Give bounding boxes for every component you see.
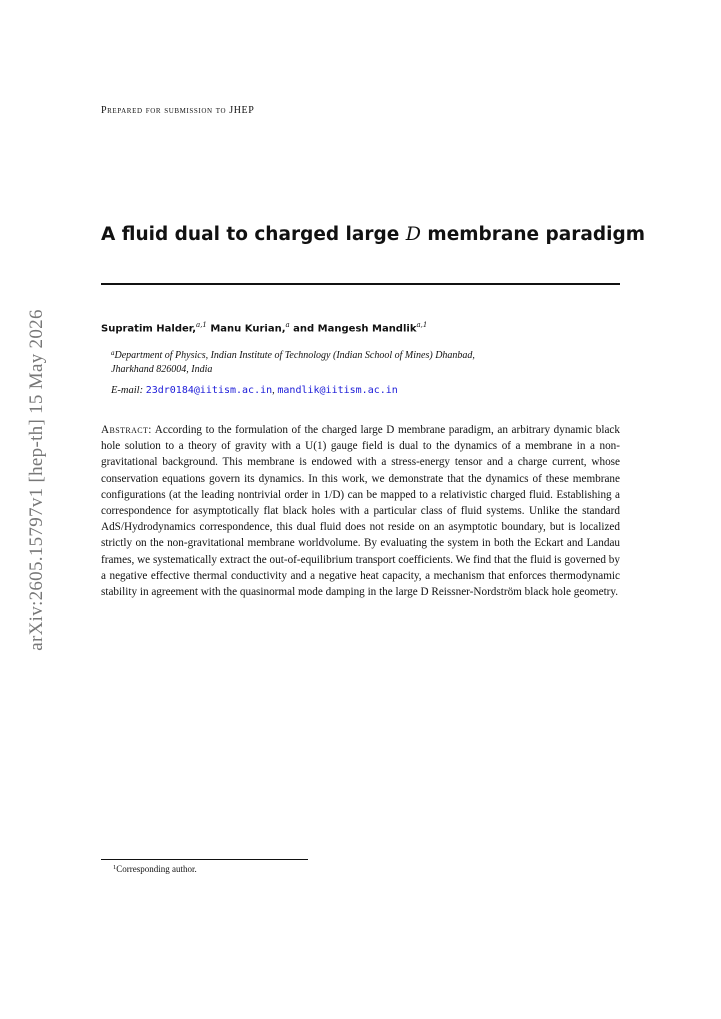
paper-title: [101, 223, 645, 245]
affiliation-mark: a: [111, 349, 115, 357]
email-label: E-mail:: [111, 385, 144, 396]
author-name: Supratim Halder,: [101, 323, 197, 335]
email-line: [111, 385, 398, 396]
title-part-1: A fluid dual to charged large: [101, 224, 406, 245]
author-name: and Mangesh Mandlik: [293, 323, 417, 335]
footnote: [113, 864, 197, 874]
author-list: [101, 321, 427, 334]
abstract: [101, 422, 620, 600]
footnote-text: Corresponding author.: [116, 864, 197, 874]
arxiv-identifier-text: arXiv:2605.15797v1 [hep-th] 15 May 2026: [26, 309, 47, 651]
email-link[interactable]: 23dr0184@iitism.ac.in: [145, 385, 273, 396]
author-affil-mark: a,1: [196, 321, 207, 329]
footnote-rule: [101, 859, 308, 860]
title-part-2: membrane paradigm: [420, 224, 645, 245]
email-separator: ,: [272, 385, 278, 396]
footnote-mark: 1: [113, 864, 117, 871]
arxiv-identifier: [22, 290, 52, 670]
email-link[interactable]: mandlik@iitism.ac.in: [277, 385, 398, 396]
abstract-text: According to the formulation of the charged large D membrane paradigm, an arbitrary dynamic black hole solution to a theory of gravity with a U(1) gauge field is dual to the dynamics of a membrane in a non-gravitational background. This membrane is endowed with a stress-energy tensor and a charge current, whose conservation equations govern its dynamics. In this work, we demonstrate that the dynamics of these membrane configurations (at the leading nontrivial order in 1/D) can be mapped to a relativistic charged fluid. Establishing a correspondence for asymptotically flat black holes with a particular class of fluid systems. Unlike the standard AdS/Hydrodynamics correspondence, this dual fluid does not reside on an asymptotic boundary, but is localized strictly on the non-gravitational membrane worldvolume. By evaluating the system in both the Eckart and Landau frames, we systematically extract the out-of-equilibrium transport coefficients. We find that the fluid is governed by a negative effective thermal conductivity and a negative heat capacity, a mechanism that enforces thermodynamic stability in agreement with the quasinormal mode damping in the large D Reissner-Nordström black hole geometry.: [101, 424, 620, 599]
affiliation-line-2: Jharkhand 826004, India: [111, 364, 213, 375]
author-affil-mark: a: [285, 321, 290, 329]
abstract-heading: Abstract:: [101, 424, 152, 436]
submission-note: Prepared for submission to JHEP: [101, 105, 255, 116]
affiliation: [111, 346, 616, 377]
affiliation-line-1: Department of Physics, Indian Institute of Technology (Indian School of Mines) Dhanbad,: [114, 350, 475, 361]
author-name: Manu Kurian,: [210, 323, 286, 335]
title-symbol: D: [405, 223, 421, 245]
author-affil-mark: a,1: [416, 321, 428, 329]
title-rule: [101, 283, 620, 285]
